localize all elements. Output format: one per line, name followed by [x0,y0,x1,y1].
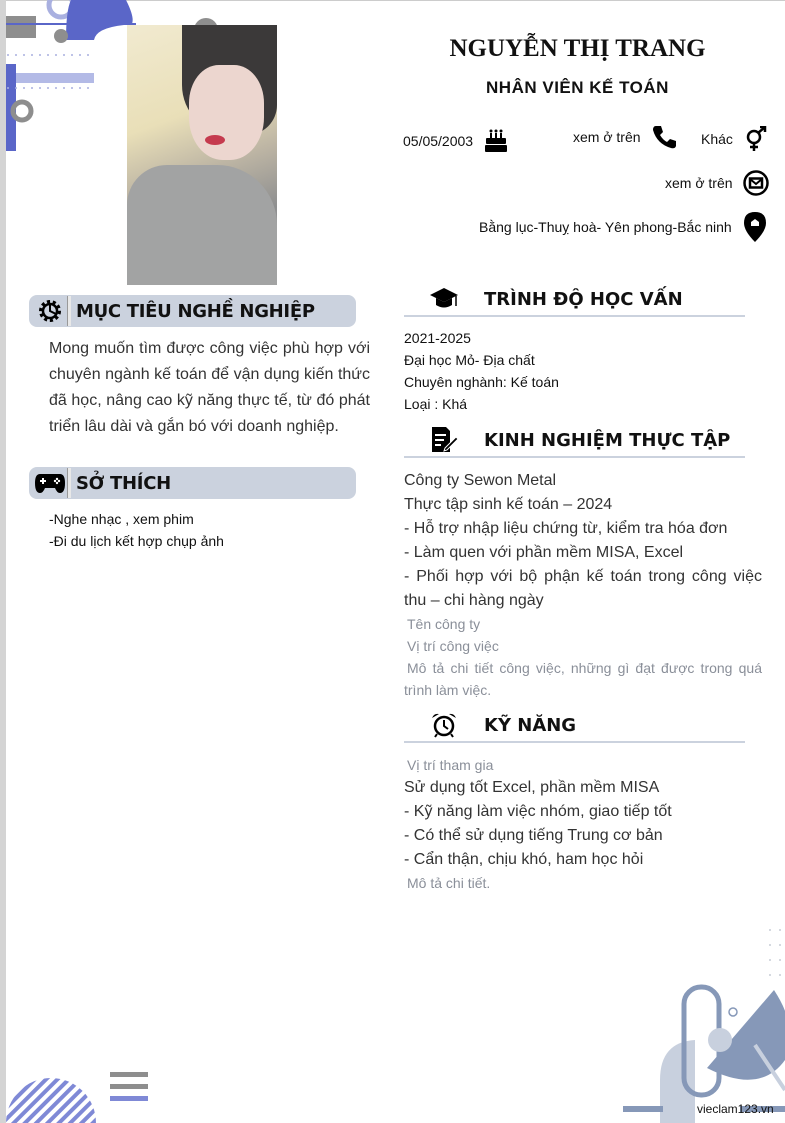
candidate-name: NGUYỄN THỊ TRANG [449,35,706,62]
education-line: 2021-2025 [404,330,471,346]
email-field [665,170,769,196]
document-edit-icon [429,425,459,455]
phone-value: xem ở trên [573,129,641,145]
graduation-cap-icon [429,286,459,312]
placeholder-skill-bottom: Mô tả chi tiết. [407,875,491,891]
section-title: KỸ NĂNG [484,714,577,736]
experience-line: Thực tập sinh kế toán – 2024 [404,496,613,513]
section-title: MỤC TIÊU NGHỀ NGHIỆP [76,300,315,322]
alarm-clock-icon [430,711,458,739]
section-title: TRÌNH ĐỘ HỌC VẤN [484,288,683,310]
gamepad-icon [34,471,66,495]
gear-icon [36,297,64,325]
phone-icon [651,124,677,150]
experience-line: Công ty Sewon Metal [404,472,557,489]
section-title: KINH NGHIỆM THỰC TẬP [484,429,731,451]
education-line: Chuyên nghành: Kế toán [404,374,559,390]
placeholder-company: Tên công ty [407,616,481,632]
footer-brand: vieclam123.vn [697,1102,774,1116]
hobbies-list [49,508,224,552]
gender-field [701,126,769,152]
address-value: Bằng lục-Thuỵ hoà- Yên phong-Bắc ninh [479,219,732,235]
address-field [479,211,768,243]
section-title: SỞ THÍCH [76,472,171,494]
experience-line: - Làm quen với phần mềm MISA, Excel [404,544,684,561]
section-header-education [404,283,745,317]
profile-photo [127,25,277,285]
section-header-experience [404,424,745,458]
birthday-field [403,128,509,154]
gender-icon [743,126,769,152]
hobby-item: -Đi du lịch kết hợp chụp ảnh [49,533,224,549]
section-header-skills [404,709,745,743]
birthday-cake-icon [483,128,509,154]
placeholder-description: Mô tả chi tiết công việc, những gì đạt được trong quá trình làm việc. [404,660,762,698]
education-line: Đại học Mỏ- Địa chất [404,352,535,368]
email-icon [743,170,769,196]
education-content [404,327,762,415]
skills-content [404,754,762,894]
hobby-item: -Nghe nhạc , xem phim [49,511,194,527]
experience-line: - Phối hợp với bộ phận kế toán trong công việc thu – chi hàng ngày [404,568,762,609]
education-line: Loại : Khá [404,396,468,412]
placeholder-position: Vị trí công việc [407,638,499,654]
experience-content [404,469,762,701]
birthday-value: 05/05/2003 [403,133,474,149]
skill-line: - Kỹ năng làm việc nhóm, giao tiếp tốt [404,803,672,820]
gender-value: Khác [701,131,733,147]
skill-line: Sử dụng tốt Excel, phần mềm MISA [404,779,660,796]
section-header-hobbies [29,467,356,499]
experience-line: - Hỗ trợ nhập liệu chứng từ, kiểm tra hóa đơn [404,520,728,537]
location-pin-icon [742,211,768,243]
skill-line: - Có thể sử dụng tiếng Trung cơ bản [404,827,663,844]
left-border [0,0,6,1123]
email-value: xem ở trên [665,175,733,191]
decoration-bottom-right [600,920,785,1123]
job-title: NHÂN VIÊN KẾ TOÁN [486,78,669,97]
decoration-bottom-left [6,1060,156,1123]
objective-text: Mong muốn tìm được công việc phù hợp với chuyên ngành kế toán để vận dụng kiến thức đã học, nâng cao kỹ năng thực tế, từ đó phát triển lâu dài và gắn bó với doanh nghiệp. [49,340,370,435]
phone-field [573,124,677,150]
skill-line: - Cẩn thận, chịu khó, ham học hỏi [404,851,644,868]
placeholder-skill-top: Vị trí tham gia [407,757,494,773]
section-header-objective [29,295,356,327]
